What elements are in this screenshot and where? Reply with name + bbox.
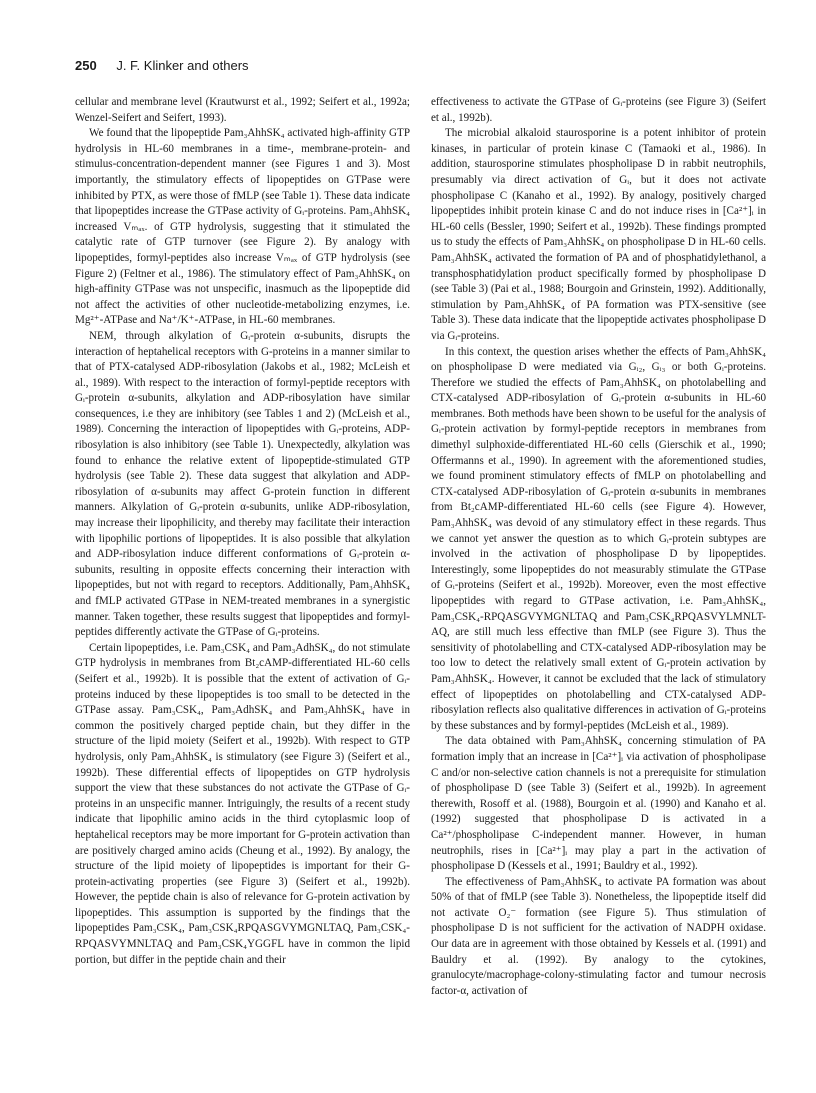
paragraph: cellular and membrane level (Krautwurst et al., 1992; Seifert et al., 1992a; Wenzel-Seifert and Seifert, 1993). <box>75 96 410 124</box>
running-title: J. F. Klinker and others <box>116 58 249 73</box>
paragraph: Certain lipopeptides, i.e. Pam₃CSK₄ and Pam₃AdhSK₄, do not stimulate GTP hydrolysis in membranes from Bt₂cAMP-differentiated HL-60 cells (Seifert et al., 1992b). It is possible that the extent of activation of Gᵢ-proteins induced by these lipopeptides is too small to be detected in the GTPase assay. Pam₃CSK₄, Pam₃AdhSK₄ and Pam₃AhhSK₄ have in common the positively charged peptide chain, but they differ in the structure of the lipid moiety (Seifert et al., 1992b). With respect to GTP hydrolysis, only Pam₃AhhSK₄ is stimulatory (see Figure 3) (Seifert et al., 1992b). These differential effects of lipopeptides on GTP hydrolysis support the view that these substances do not activate the GTPase of Gᵢ-proteins in an unspecific manner. Intriguingly, the results of a recent study indicate that lipophilic amino acids in the third cytoplasmic loop of heptahelical receptors may be more important for G-protein activation than are positively charged amino acids (Cheung et al., 1992). By analogy, the structure of the lipid moiety of lipopeptides is important for their G-protein-activating properties (see Figure 3) (Seifert et al., 1992b). However, the peptide chain is also of relevance for G-protein activation by lipopeptides. This assumption is supported by the findings that the lipopeptides Pam₃CSK₄, Pam₃CSK₄RPQASGVYMGNLTAQ, Pam₃CSK₄-RPQASVYMNLTAQ and Pam₃CSK₄YGGFL have in common the lipid portion, but differ in the peptide chain and their <box>75 641 410 966</box>
paragraph: In this context, the question arises whether the effects of Pam₃AhhSK₄ on phospholipase D were mediated via Gᵢ₂, Gᵢ₃ or both Gᵢ-proteins. Therefore we studied the effects of Pam₃AhhSK₄ on photolabelling and CTX-catalysed ADP-ribosylation of Gᵢ-protein α-subunits in HL-60 membranes. Both methods have been shown to be useful for the analysis of Gᵢ-protein activation by formyl-peptide receptors in membranes from dimethyl sulphoxide-differentiated HL-60 cells (Gierschik et al., 1990; Offermanns et al., 1990). In agreement with the aforementioned studies, we found prominent stimulatory effects of fMLP on photolabelling and CTX-catalysed ADP-ribosylation of Gᵢ-protein α-subunits in membranes from Bt₂cAMP-differentiated HL-60 cells (see Figure 4). However, Pam₃AhhSK₄ was devoid of any stimulatory effect in these regards. Thus we cannot yet answer the question as to which Gᵢ-protein subtypes are involved in the activation of phospholipase D by lipopeptides. Interestingly, some lipopeptides do not measurably stimulate the GTPase of Gᵢ-proteins (Seifert et al., 1992b). Moreover, even the most effective lipopeptides with regard to GTPase activation, i.e. Pam₃AhhSK₄, Pam₃CSK₄-RPQASGVYMGNLTAQ and Pam₃CSK₄RPQASVYLMNLT-AQ, are still much less effective than fMLP (see Figure 3). Thus the sensitivity of photolabelling and CTX-catalysed ADP-ribosylation may be too low to detect the relatively small extent of Gᵢ-protein activation by Pam₃AhhSK₄. However, it cannot be excluded that the lack of stimulatory effect of lipopeptides on photolabelling and CTX-catalysed ADP-ribosylation reflects also qualitative differences in activation of Gᵢ-proteins by these substances and by formyl-peptides (McLeish et al., 1989). <box>431 345 766 732</box>
paragraph: The effectiveness of Pam₃AhhSK₄ to activate PA formation was about 50% of that of fMLP (see Table 3). Nonetheless, the lipopeptide itself did not activate O₂⁻ formation (see Figure 5). Thus stimulation of phospholipase D is not sufficient for the activation of NADPH oxidase. Our data are in agreement with those obtained by Kessels et al. (1991) and Bauldry et al. (1992). By analogy to the cytokines, granulocyte/macrophage-colony-stimulating factor and tumour necrosis factor-α, activation of <box>431 875 766 997</box>
paragraph: NEM, through alkylation of Gᵢ-protein α-subunits, disrupts the interaction of heptahelical receptors with G-proteins in a manner similar to that of PTX-catalysed ADP-ribosylation (Jakobs et al., 1982; McLeish et al., 1989). With respect to the interaction of formyl-peptide receptors with Gᵢ-protein α-subunits, alkylation and ADP-ribosylation have similar consequences, i.e they are inhibitory (see Tables 1 and 2) (McLeish et al., 1989). Concerning the interaction of lipopeptides with Gᵢ-proteins, ADP-ribosylation is also inhibitory (see Table 1). Unexpectedly, alkylation was found to enhance the relative extent of lipopeptide-stimulated GTP hydrolysis (see Table 2). These data suggest that alkylation and ADP-ribosylation of α-subunits may affect G-protein function in different manners. Alkylation of Gᵢ-protein α-subunits, unlike ADP-ribosylation, may increase their lipophilicity, and thereby may facilitate their interaction with lipophilic portions of lipopeptides. It is also possible that alkylation and ADP-ribosylation induce different conformations of Gᵢ-protein α-subunits, resulting in opposite effects concerning their interaction with lipopeptides, but not with regard to receptors. Additionally, Pam₃AhhSK₄ and fMLP activated GTPase in NEM-treated membranes in a synergistic manner. Taken together, these results suggest that lipopeptides and formyl-peptides differently activate the GTPase of Gᵢ-proteins. <box>75 329 410 639</box>
running-header <box>75 58 755 80</box>
paragraph: We found that the lipopeptide Pam₃AhhSK₄ activated high-affinity GTP hydrolysis in HL-60 membranes in a time-, membrane-protein- and stimulus-concentration-dependent manner (see Figures 1 and 3). Most importantly, the stimulatory effects of lipopeptides on GTPase were inhibited by PTX, as were those of fMLP (see Table 1). These data indicate that lipopeptides increase the GTPase activity of Gᵢ-proteins. Pam₃AhhSK₄ increased Vₘₐₓ. of GTP hydrolysis, suggesting that it stimulated the catalytic rate of GTP turnover (see Figure 2). By analogy with lipopeptides, formyl-peptides also increase Vₘₐₓ of GTP hydrolysis (see Figure 2) (Feltner et al., 1986). The stimulatory effect of Pam₃AhhSK₄ on high-affinity GTPase was not unspecific, inasmuch as the lipopeptide did not affect the activities of other nucleotide-metabolizing enzymes, i.e. Mg²⁺-ATPase and Na⁺/K⁺-ATPase, in HL-60 membranes. <box>75 127 410 327</box>
right-column <box>431 95 766 999</box>
page-number: 250 <box>75 58 97 73</box>
paragraph: The data obtained with Pam₃AhhSK₄ concerning stimulation of PA formation imply that an increase in [Ca²⁺]ᵢ via activation of phospholipase C and/or non-selective cation channels is not a prerequisite for stimulation of phospholipase D (see Table 3) (Seifert et al., 1992b). In agreement therewith, Rosoff et al. (1988), Bourgoin et al. (1990) and Kanaho et al. (1992) suggested that phospholipase D is activated in a Ca²⁺/phospholipase C-independent manner. However, in human neutrophils, rises in [Ca²⁺]ᵢ may play a part in the activation of phospholipase D (Kessels et al., 1991; Bauldry et al., 1992). <box>431 735 766 873</box>
paragraph: The microbial alkaloid staurosporine is a potent inhibitor of protein kinases, in particular of protein kinase C (Tamaoki et al., 1986). In addition, staurosporine stimulates phospholipase D in rabbit neutrophils, presumably via direct activation of Gᵢ, but it does not activate phospholipase C (Kanaho et al., 1992). By analogy, positively charged lipopeptides inhibit protein kinase C and do not induce rises in [Ca²⁺]ᵢ in HL-60 cells (Bessler, 1990; Seifert et al., 1992b). These findings prompted us to study the effects of Pam₃AhhSK₄ on phospholipase D in HL-60 cells. Pam₃AhhSK₄ activated the formation of PA and of phosphatidylethanol, a transphosphatidylation product specifically formed by phospholipase D (see Table 3) (Pai et al., 1988; Bourgoin and Grinstein, 1992). Additionally, stimulation by Pam₃AhhSK₄ of PA formation was PTX-sensitive (see Table 3). These data indicate that the lipopeptide activates phospholipase D via Gᵢ-proteins. <box>431 127 766 342</box>
left-column <box>75 95 410 968</box>
paragraph: effectiveness to activate the GTPase of Gᵢ-proteins (see Figure 3) (Seifert et al., 1992b). <box>431 96 766 124</box>
